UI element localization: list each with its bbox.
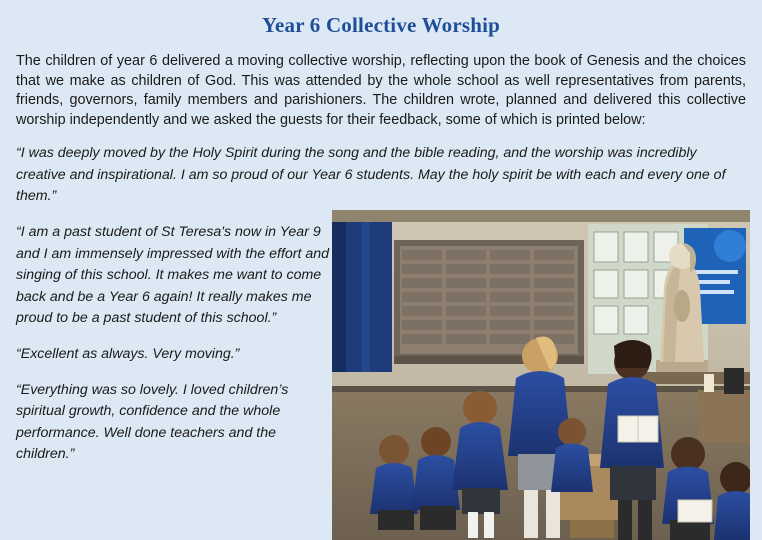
quote-3: “Excellent as always. Very moving.”: [16, 345, 240, 362]
quote-4: “Everything was so lovely. I loved children’s spiritual growth, confidence and the whole performance. Well done teachers and the children.”: [16, 381, 289, 463]
quote-1: “I was deeply moved by the Holy Spirit during the song and the bible reading, and the worship was incredibly creative and inspirational. I am so proud of our Year 6 students. May the holy spirit be with each and every one of them.”: [16, 145, 726, 205]
intro-paragraph: The children of year 6 delivered a moving collective worship, reflecting upon the book of Genesis and the choices that we make as children of God. This was attended by the whole school as well representatives from parents, friends, governors, family members and parishioners. The children wrote, planned and delivered this collective worship independently and we asked the guests for their feedback, some of which is printed below:: [16, 53, 746, 128]
collective-worship-photo: [332, 210, 750, 540]
quote-2: “I am a past student of St Teresa's now in Year 9 and I am immensely impressed with the effort and singing of this school. It makes me want to come back and be a Year 6 again! It really makes me proud to be a past student of this school.”: [16, 224, 330, 327]
quotes-column: [14, 222, 332, 480]
page-title: Year 6 Collective Worship: [261, 13, 501, 37]
